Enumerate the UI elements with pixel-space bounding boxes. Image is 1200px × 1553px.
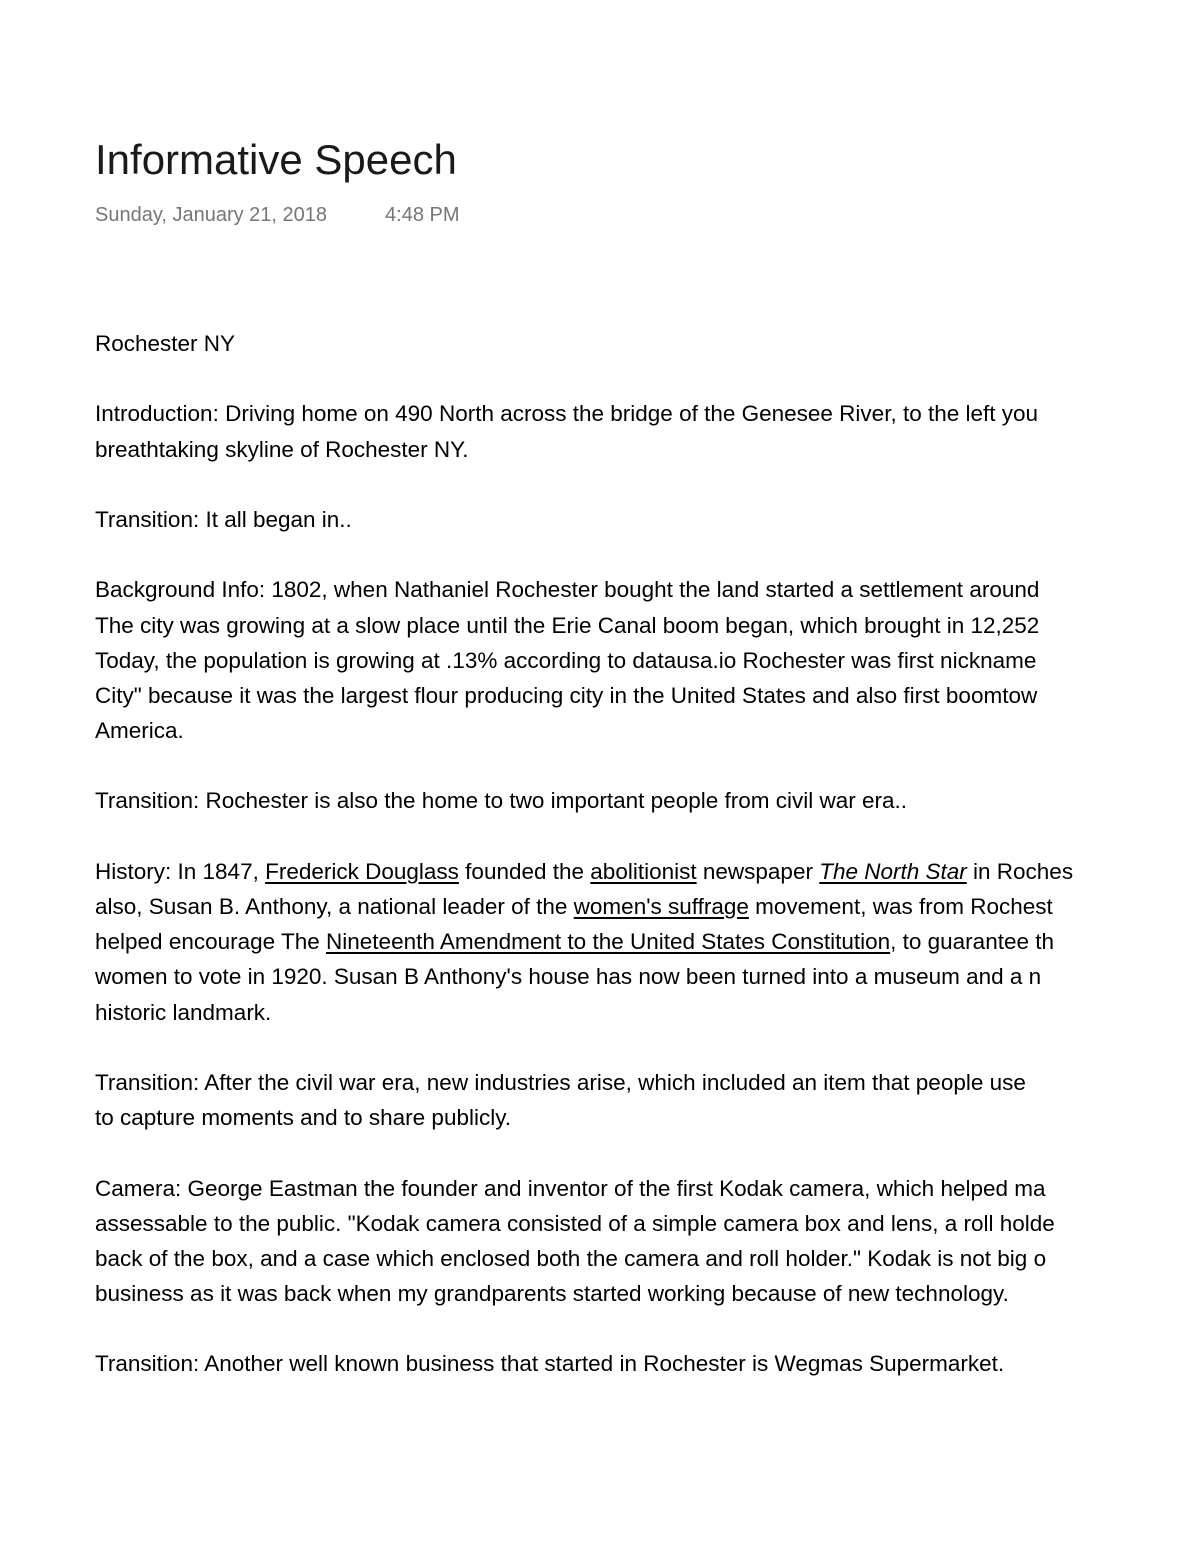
text-line [95, 572, 1200, 607]
text-run: City" because it was the largest flour producing city in the United States and also first boomtow [95, 682, 1038, 708]
text-line [95, 1065, 1200, 1100]
text-run: Today, the population is growing at .13% according to datausa.io Rochester was first nickname [95, 647, 1037, 673]
text-run: History: In 1847, [95, 858, 266, 884]
text-run: movement, was from Rochest [748, 894, 1053, 919]
text-line [95, 1276, 1200, 1311]
text-run: Transition: Rochester is also the home to two important people from civil war era.. [95, 788, 908, 814]
note-page [95, 132, 1200, 1417]
text-line [95, 326, 1200, 361]
text-run: newspaper [696, 858, 820, 884]
text-run: business as it was back when my grandparents started working because of new technology. [95, 1281, 1009, 1307]
text-run: Introduction: Driving home on 490 North across the bridge of the Genesee River, to the left you [95, 401, 1039, 427]
text-line [95, 783, 1200, 818]
text-run: America. [95, 718, 184, 744]
paragraph [95, 396, 1200, 466]
text-line [95, 502, 1200, 537]
paragraph [95, 572, 1200, 748]
page-date: Sunday, January 21, 2018 [95, 204, 328, 226]
text-run: also, Susan B. Anthony, a national leader of the [95, 894, 574, 919]
text-run: Rochester NY [95, 331, 236, 356]
text-line [95, 396, 1200, 431]
text-run: women to vote in 1920. Susan B Anthony's house has now been turned into a museum and a n [95, 964, 1042, 990]
text-line [95, 1171, 1200, 1206]
text-run: Transition: It all began in.. [95, 506, 352, 532]
paragraph [95, 502, 1200, 537]
page-title: Informative Speech [95, 136, 457, 183]
hyperlink[interactable]: abolitionist [590, 858, 697, 884]
text-line [95, 713, 1200, 748]
text-line [95, 959, 1200, 994]
hyperlink[interactable]: women's suffrage [573, 894, 749, 919]
text-run: in Roches [966, 858, 1074, 884]
text-run: Background Info: 1802, when Nathaniel Rochester bought the land started a settlement around [95, 577, 1040, 603]
text-line [95, 995, 1200, 1030]
text-run: Transition: Another well known business that started in Rochester is Wegmas Supermarket. [95, 1351, 1005, 1377]
text-run: back of the box, and a case which enclosed both the camera and roll holder." Kodak is not big o [95, 1245, 1047, 1271]
paragraph [95, 854, 1200, 1030]
text-line [95, 1346, 1200, 1381]
text-line [95, 643, 1200, 678]
hyperlink[interactable]: The North Star [819, 858, 967, 884]
text-run: founded the [458, 858, 591, 884]
text-run: to capture moments and to share publicly. [95, 1105, 512, 1131]
text-line [95, 608, 1200, 643]
text-run: Transition: After the civil war era, new industries arise, which included an item that people use [95, 1069, 1026, 1095]
text-line [95, 889, 1200, 924]
text-line [95, 854, 1200, 889]
note-body[interactable] [95, 326, 1200, 1382]
text-run: historic landmark. [95, 999, 272, 1025]
text-line [95, 1241, 1200, 1276]
text-line [95, 924, 1200, 959]
page-timestamp [95, 202, 1200, 228]
paragraph [95, 1171, 1200, 1312]
text-line [95, 678, 1200, 713]
text-run: assessable to the public. "Kodak camera consisted of a simple camera box and lens, a roll holde [95, 1210, 1055, 1236]
paragraph [95, 1346, 1200, 1381]
text-run: helped encourage The [95, 929, 327, 955]
hyperlink[interactable]: Frederick Douglass [265, 858, 459, 884]
text-line [95, 432, 1200, 467]
paragraph [95, 783, 1200, 818]
text-line [95, 1100, 1200, 1135]
text-run: breathtaking skyline of Rochester NY. [95, 436, 469, 462]
text-line [95, 1206, 1200, 1241]
text-run: Camera: George Eastman the founder and inventor of the first Kodak camera, which helped ma [95, 1175, 1046, 1201]
page-time: 4:48 PM [385, 204, 460, 226]
text-run: The city was growing at a slow place until the Erie Canal boom began, which brought in 12,252 [95, 612, 1040, 638]
paragraph [95, 1065, 1200, 1135]
hyperlink[interactable]: Nineteenth Amendment to the United States Constitution [326, 929, 891, 955]
paragraph [95, 326, 1200, 361]
text-run: , to guarantee th [890, 929, 1054, 955]
